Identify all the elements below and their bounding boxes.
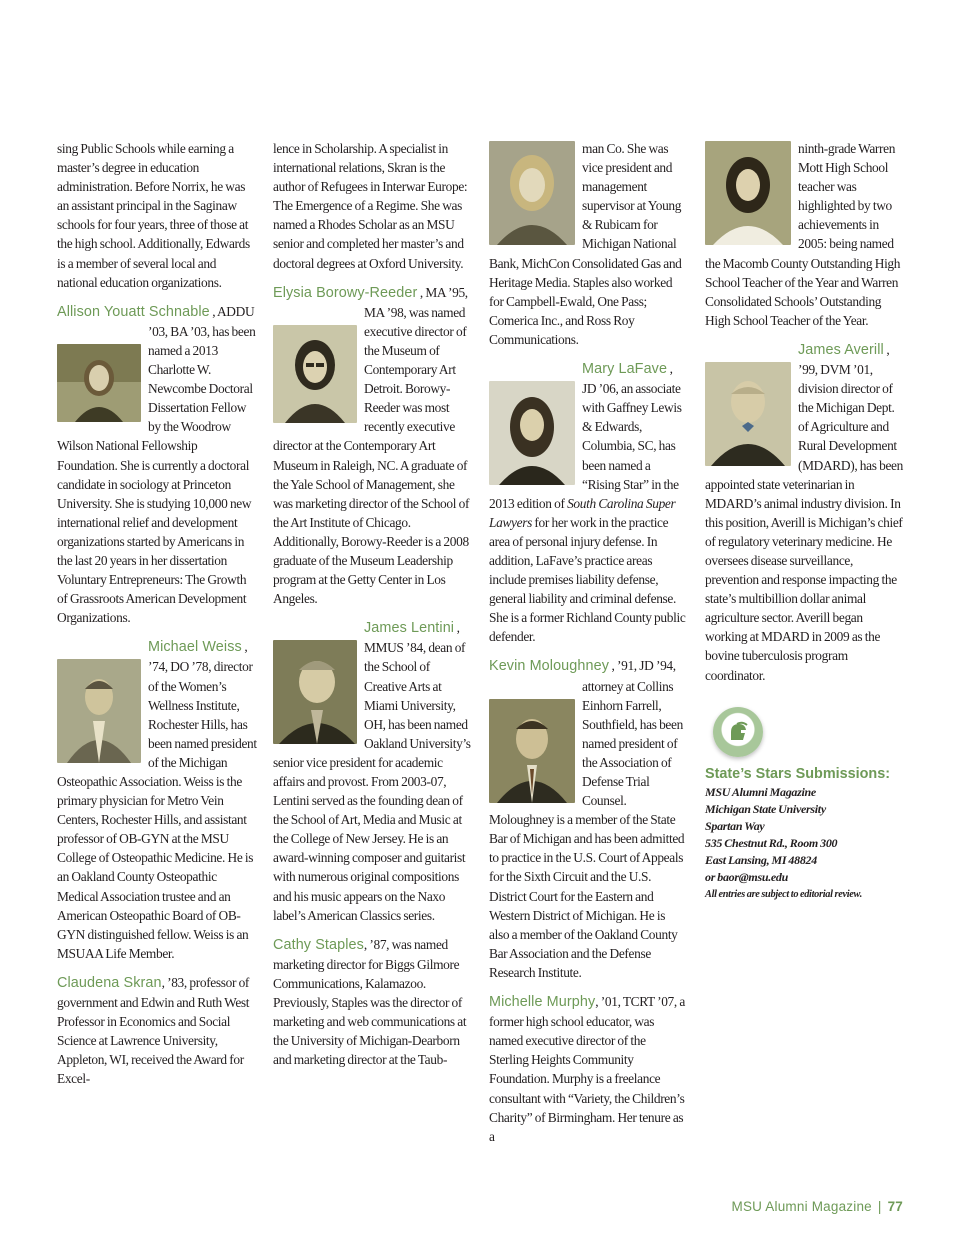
spartan-helmet-icon — [713, 707, 763, 757]
entry-text: , ’87, was named marketing director for Biggs Gilmore Communications, Kalamazoo. Previously, Staples was the director of marketing and web communications at the University of Michigan-Dearborn and marketing director at the Taub- — [273, 936, 467, 1068]
page-footer — [732, 1199, 904, 1214]
submissions-address — [705, 784, 903, 886]
entry-name: Elysia Borowy-Reeder — [273, 284, 418, 301]
entry-text: , ’74, DO ’78, director of the Women’s Wellness Institute, Rochester Hills, has been named president of the Michigan Osteopathic Association. Weiss is the primary physician for Metro Vein Centers, Rochester Hills, and assistant professor of OB-GYN at the MSU College of Osteopathic Medicine. He is an Oakland County Osteopathic Medical Association trustee and an American Osteopathic Board of OB-GYN distinguished fellow. Weiss is an MSUAA Life Member. — [57, 639, 257, 961]
portrait-murphy — [705, 141, 791, 245]
submissions-email[interactable]: or baor@msu.edu — [705, 869, 789, 884]
address-line: Michigan State University — [705, 801, 826, 816]
column-1 — [57, 139, 257, 1089]
entry-text: , ’99, DVM ’01, division director of the Michigan Dept. of Agriculture and Rural Development (MDARD), has been appointed state veterinarian in MDARD’s animal industry division. In this position, Averill is Michigan’s chief of regulatory veterinary medicine. He oversees disease surveillance, prevention and response impacting the state’s multibillion dollar animal agriculture sector. Averill began working at MDARD in 2009 as the bovine tuberculosis program coordinator. — [705, 341, 903, 683]
portrait-borowy-reeder — [273, 325, 357, 423]
entry-text: , ADDU ’03, BA ’03, has been named a 2013 Charlotte W. Newcombe Doctoral Dissertation Fellow by the Woodrow Wilson National Fellowship Foundation. She is currently a doctoral candidate in sociology at Princeton University. She is studying 10,000 new international relief and development organizations started by Americans in the last 20 years in her dissertation Voluntary Entrepreneurs: The Growth of Grassroots American Development Organizations. — [57, 303, 256, 626]
entry-name: Michael Weiss — [148, 639, 242, 656]
entry-name: James Lentini — [364, 620, 455, 637]
entry-publication: South Carolina Super Lawyers — [489, 495, 676, 530]
entry-murphy — [489, 992, 687, 1146]
entry-name: James Averill — [798, 341, 884, 358]
entry-lentini — [273, 618, 473, 925]
entry-name: Kevin Moloughney — [489, 658, 609, 675]
entry-text: , ’91, JD ’94, attorney at Collins Einhorn Farrell, Southfield, has been named president of the Association of Defense Trial Counsel. Moloughney is a member of the State Bar of Michigan and has been admitted to practice in the U.S. Court of Appeals for the Sixth Circuit and the U.S. District Court for the Eastern and Western District of Michigan. He is also a member of the Oakland County Bar Association and the Defense Research Institute. — [489, 658, 685, 980]
entry-weiss — [57, 637, 257, 963]
column-1-continuation: sing Public Schools while earning a master’s degree in education administration. Before Norrix, he was an assistant principal in the Saginaw schools for four years, three of those at the high school. Additionally, Edwards is a member of several local and national education organizations. — [57, 141, 250, 290]
portrait-moloughney — [489, 699, 575, 803]
column-4 — [705, 139, 903, 903]
footer-separator: | — [877, 1199, 882, 1214]
column-3 — [489, 139, 687, 1146]
entry-staples — [273, 935, 473, 1070]
portrait-lentini — [273, 640, 357, 744]
column-2 — [273, 139, 473, 1069]
entry-text: , JD ’06, an associate with Gaffney Lewis & Edwards, Columbia, SC, has been named a “Rising Star” in the 2013 edition of — [489, 361, 682, 511]
page-number: 77 — [887, 1199, 903, 1214]
entry-text: man Co. She was vice president and management supervisor at Young & Rubicam for Michigan National Bank, MichCon Consolidated Gas and Heritage Media. Staples also worked for Campbell-Ewald, One Pass; Comerica Inc., and Ross Roy Communications. — [489, 141, 682, 347]
submissions-note: All entries are subject to editorial review. — [705, 888, 863, 900]
entry-text: , ’01, TCRT ’07, a former high school educator, was named executive director of the Sterling Heights Community Foundation. Murphy is a freelance consultant with “Variety, the Children’s Charity” of Birmingham. Her tenure as a — [489, 994, 685, 1144]
entry-text: ninth-grade Warren Mott High School teacher was highlighted by two achievements in 2005: being named the Macomb County Outstanding High School Teacher of the Year and Warren Consolidated Schools’ Outstanding High School Teacher of the Year. — [705, 141, 901, 328]
entry-text: , MMUS ’84, dean of the School of Creative Arts at Miami University, OH, has been named Oakland University’s senior vice president for academic affairs and provost. From 2003-07, Lentini served as the founding dean of the School of Art, Media and Music at the College of New Jersey. He is an award-winning composer and guitarist with numerous original compositions and his music appears on the Naxo label’s American Classics series. — [273, 620, 471, 923]
entry-averill — [705, 340, 903, 685]
portrait-averill — [705, 362, 791, 466]
entry-name: Mary LaFave — [582, 361, 668, 378]
portrait-schnable — [57, 344, 141, 422]
entry-schnable — [57, 302, 257, 628]
entry-name: Claudena Skran — [57, 974, 162, 991]
portrait-weiss — [57, 659, 141, 763]
entry-moloughney — [489, 656, 687, 982]
entry-lafave — [489, 359, 687, 646]
address-line: 535 Chestnut Rd., Room 300 — [705, 835, 838, 850]
entry-borowy-reeder — [273, 283, 473, 609]
column-2-continuation: lence in Scholarship. A specialist in international relations, Skran is the author of Refugees in Interwar Europe: The Emergence of a Regime. She was named a Rhodes Scholar as an MSU senior and completed her master’s and doctoral degrees at Oxford University. — [273, 141, 468, 271]
entry-name: Allison Youatt Schnable — [57, 303, 210, 320]
entry-text: , ’83, professor of government and Edwin and Ruth West Professor in Economics and Social Science at Lawrence University, Appleton, WI, received the Award for Excel- — [57, 974, 250, 1087]
entry-name: Cathy Staples — [273, 936, 364, 953]
entry-text: , MA ’95, MA ’98, was named executive director of the Museum of Contemporary Art Detroit. Borowy-Reeder was most recently executive director at the Contemporary Art Museum in Raleigh, NC. A graduate of the Yale School of Management, she was marketing director of the School of the Art Institute of Chicago. Additionally, Borowy-Reeder is a 2008 graduate of the Museum Leadership program at the Getty Center in Los Angeles. — [273, 284, 470, 607]
entry-skran — [57, 973, 257, 1089]
publication-name: MSU Alumni Magazine — [731, 1199, 872, 1214]
address-line: MSU Alumni Magazine — [705, 784, 816, 799]
address-line: Spartan Way — [705, 818, 765, 833]
portrait-lafave — [489, 381, 575, 485]
submissions-heading: State’s Stars Submissions: — [705, 765, 891, 782]
entry-text: for her work in the practice area of personal injury defense. In addition, LaFave’s practice areas include premises liability defense, general liability and criminal defense. She is a former Richland County public defender. — [489, 514, 686, 645]
address-line: East Lansing, MI 48824 — [705, 852, 817, 867]
entry-murphy-continued — [705, 139, 903, 330]
entry-name: Michelle Murphy — [489, 994, 596, 1011]
entry-staples-continued — [489, 139, 687, 349]
portrait-staples — [489, 141, 575, 245]
